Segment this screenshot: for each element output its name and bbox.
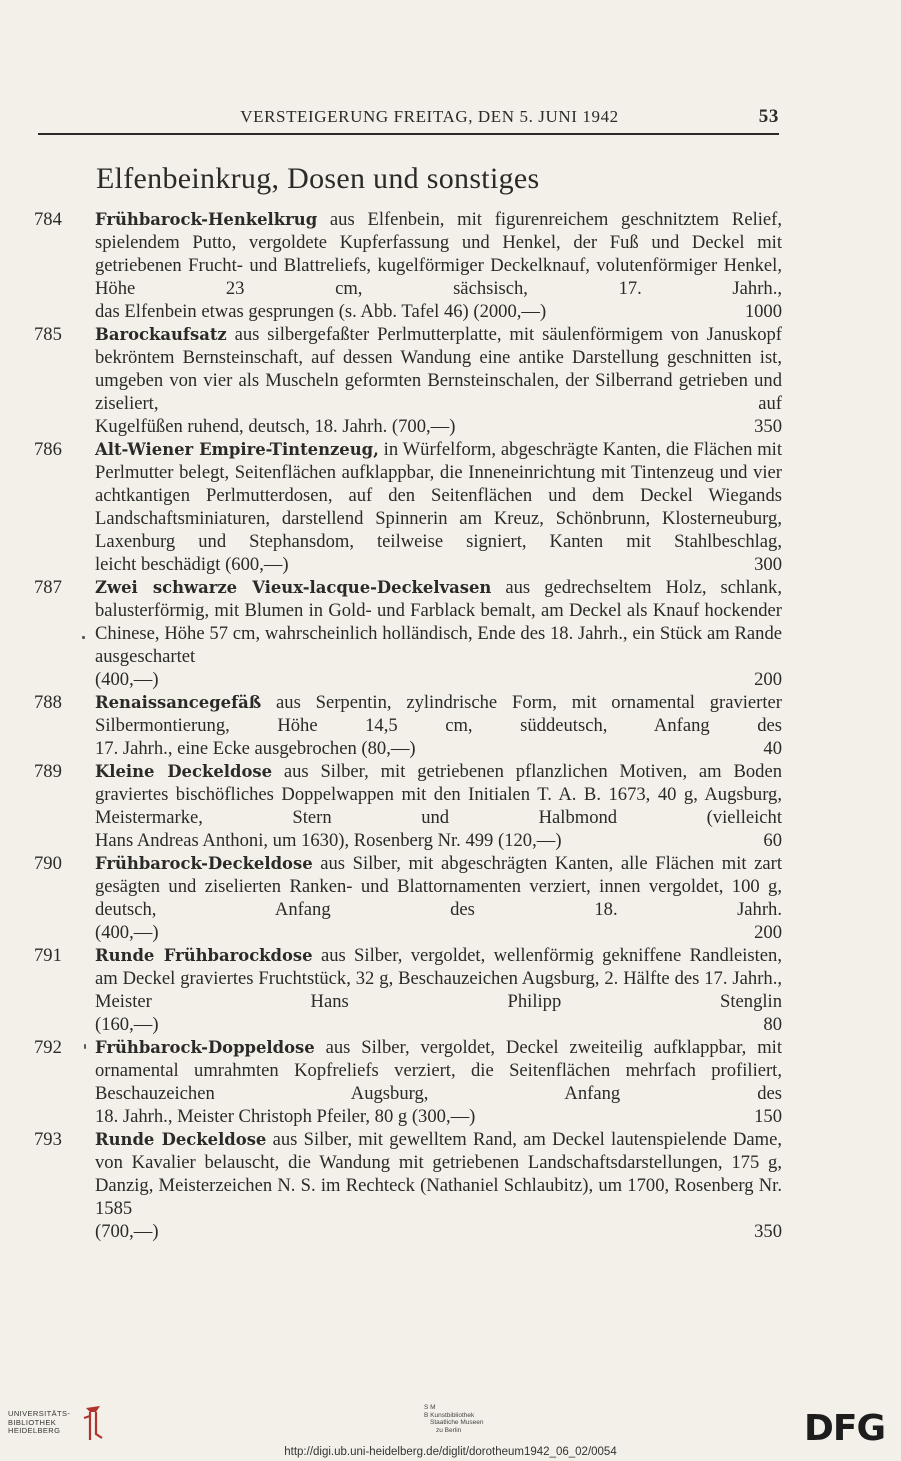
- lot-number: 789: [34, 761, 62, 782]
- lot-final-line: [95, 300, 782, 323]
- catalog-entry: [30, 944, 782, 1036]
- lot-body: aus gedrechseltem Holz, schlank, balusterförmig, mit Blumen in Gold- und Farblack bemalt, am Deckel als Knauf hockender Chinese, Höhe 57 cm, wahrscheinlich holländisch, Ende des 18. Jahrh., ein Stück am Rande ausgeschartet: [95, 577, 782, 667]
- lot-price: 40: [763, 738, 782, 759]
- lot-body: aus silbergefaßter Perlmutterplatte, mit säulenförmigem von Januskopf bekröntem Bernsteinschaft, auf dessen Wandung eine antike Darstellung geschnitten ist, umgeben von vier als Muscheln geformten Bernsteinschalen, der Silberrand getrieben und ziseliert, auf: [95, 324, 782, 414]
- catalog-entry: [30, 438, 782, 576]
- lot-title: Kleine Deckeldose: [95, 762, 273, 781]
- lot-description: [95, 760, 782, 829]
- university-logo-icon: [80, 1404, 106, 1442]
- lot-final-text: Hans Andreas Anthoni, um 1630), Rosenberg Nr. 499 (120,—): [95, 830, 562, 851]
- lot-final-line: [95, 1013, 782, 1036]
- lot-title: Frühbarock-Doppeldose: [95, 1038, 315, 1057]
- lot-body: aus Serpentin, zylindrische Form, mit ornamental gravierter Silbermontierung, Höhe 14,5 cm, süddeutsch, Anfang des: [95, 692, 782, 736]
- source-url: http://digi.ub.uni-heidelberg.de/diglit/dorotheum1942_06_02/0054: [284, 1446, 617, 1458]
- lot-number: 790: [34, 853, 62, 874]
- lot-price: 350: [754, 416, 782, 437]
- lot-number: 786: [34, 439, 62, 460]
- header-rule: [38, 133, 779, 135]
- lot-final-text: (400,—): [95, 922, 159, 943]
- lot-description: [95, 1036, 782, 1105]
- lot-number: 787: [34, 577, 62, 598]
- lot-final-line: [95, 921, 782, 944]
- lot-price: 200: [754, 922, 782, 943]
- lot-title: Runde Frühbarockdose: [95, 946, 313, 965]
- lot-title: Barockaufsatz: [95, 325, 227, 344]
- catalog-entry: [30, 691, 782, 760]
- smb-kunstbibliothek-label: S M B Kunstbibliothek Staatliche Museen zu Berlin: [424, 1404, 484, 1434]
- lot-number: 791: [34, 945, 62, 966]
- catalog-entry: [30, 576, 782, 691]
- section-title: Elfenbeinkrug, Dosen und sonstiges: [96, 162, 540, 195]
- catalog-entry: [30, 1036, 782, 1128]
- lot-final-line: [95, 1105, 782, 1128]
- lot-body: aus Silber, mit abgeschrägten Kanten, alle Flächen mit zart gesägten und ziselierten Ranken- und Blattornamenten verziert, innen vergoldet, 100 g, deutsch, Anfang des 18. Jahrh.: [95, 853, 782, 920]
- lot-price: 150: [754, 1106, 782, 1127]
- lot-body: in Würfelform, abgeschrägte Kanten, die Flächen mit Perlmutter belegt, Seitenflächen aufklappbar, die Inneneinrichtung mit Tintenzeug und vier achtkantigen Perlmutterdosen, auf den Seitenflächen und dem Deckel Wiegands Landschaftsminiaturen, darstellend Spinnerin am Kreuz, Schönbrunn, Klosterneuburg, Laxenburg und Stephansdom, teilweise signiert, Kanten mit Stahlbeschlag,: [95, 439, 782, 552]
- lot-body: aus Silber, vergoldet, Deckel zweiteilig aufklappbar, mit ornamental umrahmten Kopfreliefs verziert, die Seitenflächen mehrfach profiliert, Beschauzeichen Augsburg, Anfang des: [95, 1037, 782, 1104]
- scan-speck: [82, 636, 85, 639]
- lot-description: [95, 576, 782, 668]
- lot-price: 60: [763, 830, 782, 851]
- catalog-entry: [30, 852, 782, 944]
- dfg-logo: DFG: [804, 1408, 886, 1449]
- catalog-entry: [30, 760, 782, 852]
- lot-final-text: 17. Jahrh., eine Ecke ausgebrochen (80,—): [95, 738, 416, 759]
- catalog-entry: [30, 208, 782, 323]
- lot-title: Frühbarock-Deckeldose: [95, 854, 313, 873]
- lot-price: 200: [754, 669, 782, 690]
- lot-body: aus Silber, mit gewelltem Rand, am Deckel lautenspielende Dame, von Kavalier belauscht, die Wandung mit getriebenen Landschaftsdarstellungen, 175 g, Danzig, Meisterzeichen N. S. im Rechteck (Nathaniel Schlaubitz), um 1700, Rosenberg Nr. 1585: [95, 1129, 783, 1219]
- lot-title: Alt-Wiener Empire-Tintenzeug,: [95, 440, 379, 459]
- lot-title: Runde Deckeldose: [95, 1130, 267, 1149]
- lot-body: aus Elfenbein, mit figurenreichem geschnitztem Relief, spielendem Putto, vergoldete Kupferfassung und Henkel, der Fuß und Deckel mit getriebenen Frucht- und Blattreliefs, kugelförmiger Deckelknauf, volutenförmiger Henkel, Höhe 23 cm, sächsisch, 17. Jahrh.,: [95, 209, 782, 299]
- lot-body: aus Silber, vergoldet, wellenförmig gekniffene Randleisten, am Deckel graviertes Fruchtstück, 32 g, Beschauzeichen Augsburg, 2. Hälfte des 17. Jahrh., Meister Hans Philipp Stenglin: [95, 945, 782, 1012]
- lot-description: [95, 691, 782, 737]
- running-head-title: VERSTEIGERUNG FREITAG, DEN 5. JUNI 1942: [240, 107, 619, 126]
- lot-final-line: [95, 1220, 782, 1243]
- page-number: 53: [758, 106, 779, 127]
- lot-final-text: 18. Jahrh., Meister Christoph Pfeiler, 80 g (300,—): [95, 1106, 476, 1127]
- lot-price: 80: [763, 1014, 782, 1035]
- lot-price: 1000: [744, 301, 782, 322]
- lot-number: 792: [34, 1037, 62, 1058]
- lot-number: 788: [34, 692, 62, 713]
- lot-number: 793: [34, 1129, 62, 1150]
- lot-final-text: das Elfenbein etwas gesprungen (s. Abb. Tafel 46) (2000,—): [95, 301, 547, 322]
- lot-description: [95, 852, 782, 921]
- lot-description: [95, 1128, 782, 1220]
- catalog-entry: [30, 323, 782, 438]
- lot-title: Frühbarock-Henkelkrug: [95, 210, 318, 229]
- lot-final-line: [95, 553, 782, 576]
- lot-final-text: (700,—): [95, 1221, 159, 1242]
- lot-number: 784: [34, 209, 62, 230]
- lot-final-line: [95, 415, 782, 438]
- lot-price: 300: [754, 554, 782, 575]
- university-library-label: UNIVERSITÄTS- BIBLIOTHEK HEIDELBERG: [8, 1409, 71, 1435]
- lot-body: aus Silber, mit getriebenen pflanzlichen Motiven, am Boden graviertes bischöfliches Doppelwappen mit den Initialen T. A. B. 1673, 40 g, Augsburg, Meistermarke, Stern und Halbmond (vielleicht: [95, 761, 782, 828]
- running-head: [40, 106, 779, 128]
- lot-number: 785: [34, 324, 62, 345]
- lot-title: Zwei schwarze Vieux-lacque-Deckelvasen: [95, 578, 492, 597]
- lot-final-text: Kugelfüßen ruhend, deutsch, 18. Jahrh. (700,—): [95, 416, 456, 437]
- lot-title: Renaissancegefäß: [95, 693, 262, 712]
- lot-final-line: [95, 668, 782, 691]
- lot-final-text: leicht beschädigt (600,—): [95, 554, 289, 575]
- catalog-entry: [30, 1128, 782, 1243]
- lot-final-text: (160,—): [95, 1014, 159, 1035]
- lot-description: [95, 208, 782, 300]
- scan-speck: [84, 1044, 86, 1049]
- lot-description: [95, 944, 782, 1013]
- lot-final-text: (400,—): [95, 669, 159, 690]
- lot-description: [95, 323, 782, 415]
- lot-final-line: [95, 829, 782, 852]
- lot-description: [95, 438, 782, 553]
- lot-final-line: [95, 737, 782, 760]
- catalog-entries: [30, 208, 782, 1243]
- lot-price: 350: [754, 1221, 782, 1242]
